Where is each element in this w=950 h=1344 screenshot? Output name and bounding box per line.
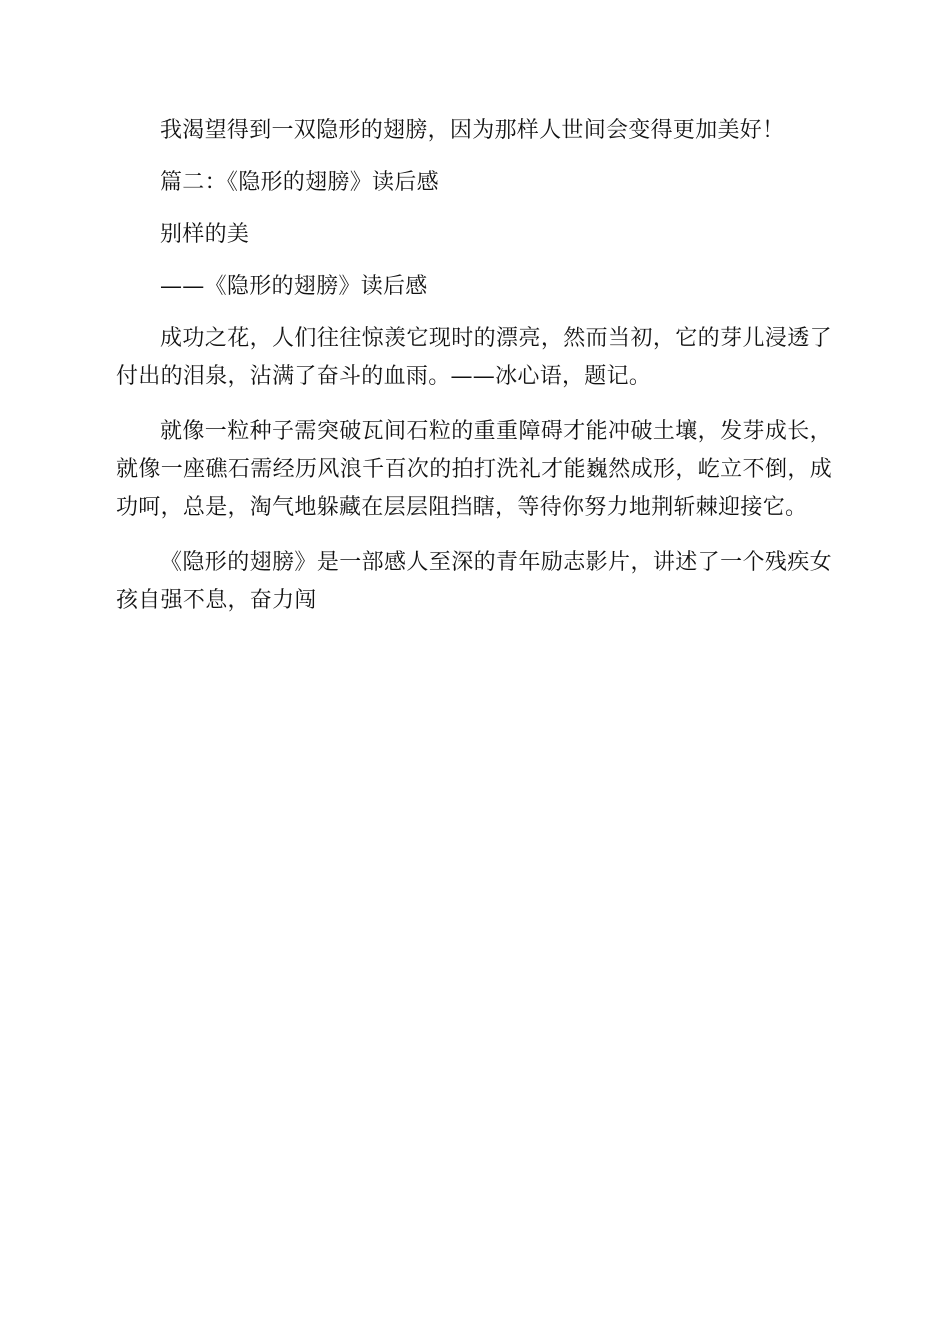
essay-title: 别样的美 [160,222,250,247]
paragraph-epigraph: 成功之花，人们往往惊羡它现时的漂亮，然而当初，它的芽儿浸透了付出的泪泉，沾满了奋斗的血雨。——冰心语，题记。 [116,326,832,389]
document-body [116,112,832,620]
paragraph-seed-metaphor: 就像一粒种子需突破瓦间石粒的重重障碍才能冲破土壤，发芽成长，就像一座礁石需经历风浪千百次的拍打洗礼才能巍然成形，屹立不倒，成功呵，总是，淘气地躲藏在层层阻挡瞎，等待你努力地荆斩棘迎接它。 [116,419,832,520]
essay-subtitle: ——《隐形的翅膀》读后感 [160,274,428,299]
paragraph-wish: 我渴望得到一双隐形的翅膀，因为那样人世间会变得更加美好！ [160,118,785,143]
paragraph-film-intro: 《隐形的翅膀》是一部感人至深的青年励志影片，讲述了一个残疾女孩自强不息，奋力闯 [116,550,832,613]
section-heading: 篇二：《隐形的翅膀》读后感 [160,170,439,195]
